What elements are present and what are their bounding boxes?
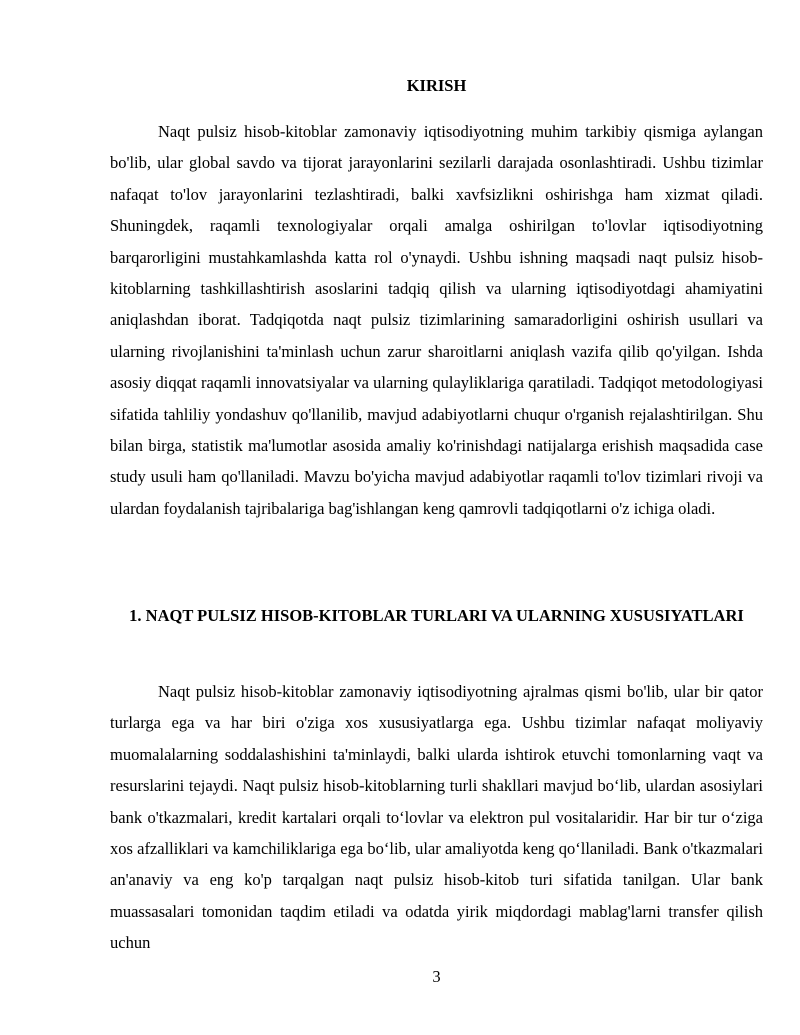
document-page [110,0,763,1035]
intro-heading: KIRISH [406,76,467,95]
page-number: 3 [432,967,441,986]
intro-paragraph: Naqt pulsiz hisob-kitoblar zamonaviy iqtisodiyotning muhim tarkibiy qismiga aylangan bo'lib, ular global savdo va tijorat jarayonlarini sezilarli darajada osonlashtiradi. Ushbu tizimlar nafaqat to'lov jarayonlarini tezlashtiradi, balki xavfsizlikni oshirishga ham xizmat qiladi. Shuningdek, raqamli texnologiyalar orqali amalga oshirilgan to'lovlar iqtisodiyotning barqarorligini mustahkamlashda katta rol o'ynaydi. Ushbu ishning maqsadi naqt pulsiz hisob-kitoblarning tashkillashtirish asoslarini tadqiq qilish va ularning iqtisodiyotdagi ahamiyatini aniqlashdan iborat. Tadqiqotda naqt pulsiz tizimlarining samaradorligini oshirish usullari va ularning rivojlanishini ta'minlash uchun zarur sharoitlarni aniqlash vazifa qilib qo'yilgan. Ishda asosiy diqqat raqamli innovatsiyalar va ularning qulayliklariga qaratiladi. Tadqiqot metodologiyasi sifatida tahliliy yondashuv qo'llanilib, mavjud adabiyotlarni chuqur o'rganish rejalashtirilgan. Shu bilan birga, statistik ma'lumotlar asosida amaliy ko'rinishdagi natijalarga erishish maqsadida case study usuli ham qo'llaniladi. Mavzu bo'yicha mavjud adabiyotlar raqamli to'lov tizimlari rivoji va ulardan foydalanish tajribalariga bag'ishlangan keng qamrovli tadqiqotlarni o'z ichiga oladi. [110,122,763,518]
section-heading: 1. NAQT PULSIZ HISOB-KITOBLAR TURLARI VA ULARNING XUSUSIYATLARI [129,606,744,625]
section-paragraph: Naqt pulsiz hisob-kitoblar zamonaviy iqtisodiyotning ajralmas qismi bo'lib, ular bir qator turlarga ega va har biri o'ziga xos xususiyatlarga ega. Ushbu tizimlar nafaqat moliyaviy muomalalarning soddalashishini ta'minlaydi, balki ularda ishtirok etuvchi tomonlarning vaqt va resurslarini tejaydi. Naqt pulsiz hisob-kitoblarning turli shakllari mavjud bo‘lib, ulardan asosiylari bank o'tkazmalari, kredit kartalari orqali to‘lovlar va elektron pul vositalaridir. Har bir tur o‘ziga xos afzalliklari va kamchiliklariga ega bo‘lib, ular amaliyotda keng qo‘llaniladi. Bank o'tkazmalari an'anaviy va eng ko'p tarqalgan naqt pulsiz hisob-kitob turi sifatida tanilgan. Ular bank muassasalari tomonidan taqdim etiladi va odatda yirik miqdordagi mablag'larni transfer qilish uchun [110,682,763,953]
